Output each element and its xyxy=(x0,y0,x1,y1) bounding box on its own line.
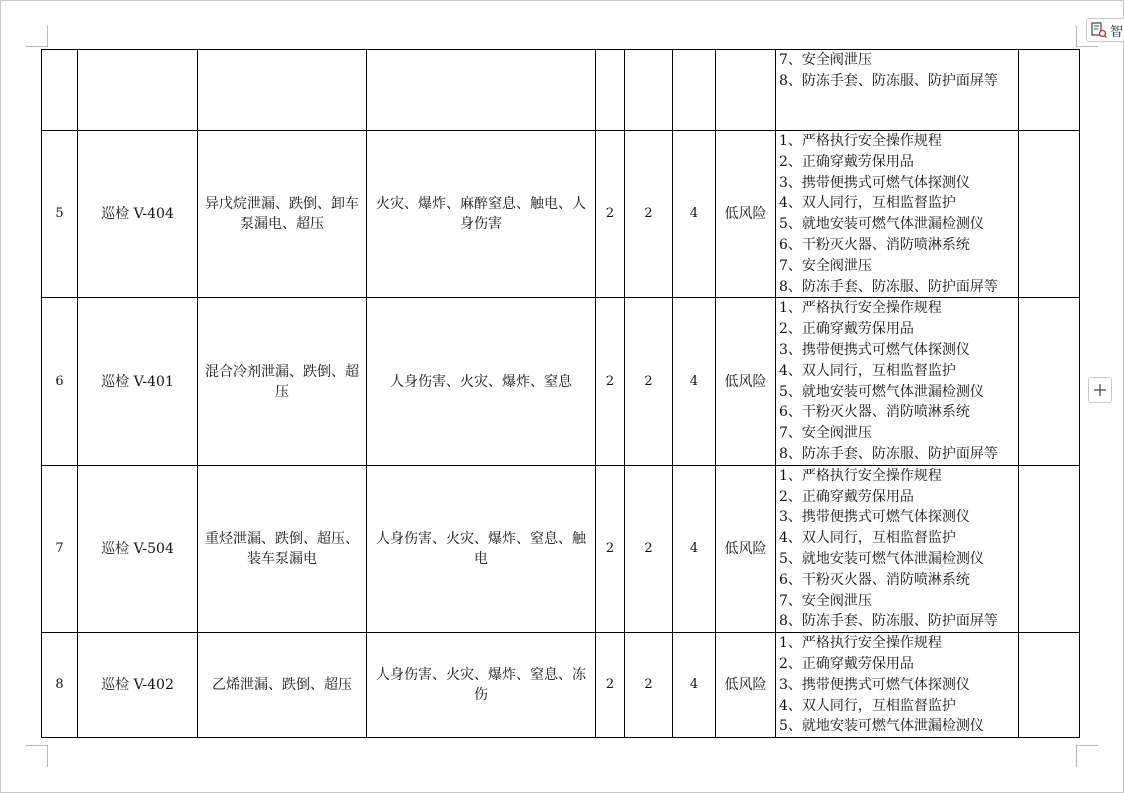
hazard-cell xyxy=(198,50,367,131)
remark-cell xyxy=(1019,298,1080,465)
likelihood-cell xyxy=(596,50,625,131)
risk-level-cell: 低风险 xyxy=(716,298,776,465)
task-cell: 巡检 V-401 xyxy=(78,298,198,465)
measure-line: 2、正确穿戴劳保用品 xyxy=(779,488,914,505)
measure-line: 2、正确穿戴劳保用品 xyxy=(779,321,914,338)
table-row xyxy=(42,131,1080,298)
severity-cell: 2 xyxy=(625,298,673,465)
measure-line: 7、安全阀泄压 xyxy=(779,592,872,609)
measure-line: 7、安全阀泄压 xyxy=(779,257,872,274)
measure-line: 6、干粉灭火器、消防喷淋系统 xyxy=(779,571,970,588)
table-row xyxy=(42,633,1080,738)
measures-cell xyxy=(776,298,1019,465)
plus-icon xyxy=(1093,383,1107,397)
severity-cell xyxy=(625,50,673,131)
measures-cell xyxy=(776,465,1019,632)
severity-cell: 2 xyxy=(625,465,673,632)
crop-mark-bottom-right-v xyxy=(1076,745,1077,767)
likelihood-cell: 2 xyxy=(596,633,625,738)
measures-cell xyxy=(776,633,1019,738)
smart-assistant-button[interactable] xyxy=(1086,18,1124,42)
measure-line: 8、防冻手套、防冻服、防护面屏等 xyxy=(779,72,998,89)
risk-value-cell xyxy=(673,50,716,131)
measures-cell xyxy=(776,131,1019,298)
task-cell: 巡检 V-402 xyxy=(78,633,198,738)
measure-line: 2、正确穿戴劳保用品 xyxy=(779,655,914,672)
measure-line: 8、防冻手套、防冻服、防护面屏等 xyxy=(779,278,998,295)
likelihood-cell: 2 xyxy=(596,298,625,465)
measure-line: 8、防冻手套、防冻服、防护面屏等 xyxy=(779,445,998,462)
severity-cell: 2 xyxy=(625,131,673,298)
smart-tool-icon xyxy=(1091,22,1107,38)
measure-line: 7、安全阀泄压 xyxy=(779,425,872,442)
measure-line: 3、携带便携式可燃气体探测仪 xyxy=(779,676,970,693)
remark-cell xyxy=(1019,465,1080,632)
measure-line: 4、双人同行，互相监督监护 xyxy=(779,195,956,212)
crop-mark-bottom-left-h xyxy=(26,745,48,746)
measure-line: 4、双人同行，互相监督监护 xyxy=(779,697,956,714)
crop-mark-top-left-v xyxy=(47,26,48,47)
measure-line: 1、严格执行安全操作规程 xyxy=(779,300,942,317)
measure-line: 7、安全阀泄压 xyxy=(779,52,872,68)
risk-value-cell: 4 xyxy=(673,633,716,738)
no-cell xyxy=(42,50,78,131)
risk-value-cell: 4 xyxy=(673,298,716,465)
risk-level-cell: 低风险 xyxy=(716,633,776,738)
consequence-cell: 火灾、爆炸、麻醉窒息、触电、人身伤害 xyxy=(367,131,596,298)
table-row xyxy=(42,298,1080,465)
consequence-cell: 人身伤害、火灾、爆炸、窒息、触电 xyxy=(367,465,596,632)
risk-value-cell: 4 xyxy=(673,465,716,632)
likelihood-cell: 2 xyxy=(596,131,625,298)
measure-line: 4、双人同行，互相监督监护 xyxy=(779,530,956,547)
smart-assistant-label: 智 xyxy=(1110,24,1124,40)
measure-line: 3、携带便携式可燃气体探测仪 xyxy=(779,341,970,358)
risk-level-cell: 低风险 xyxy=(716,131,776,298)
hazard-cell: 乙烯泄漏、跌倒、超压 xyxy=(198,633,367,738)
risk-value-cell: 4 xyxy=(673,131,716,298)
risk-assessment-table xyxy=(41,49,1080,738)
no-cell: 7 xyxy=(42,465,78,632)
severity-cell: 2 xyxy=(625,633,673,738)
measure-line: 1、严格执行安全操作规程 xyxy=(779,467,942,484)
measure-line: 6、干粉灭火器、消防喷淋系统 xyxy=(779,404,970,421)
measure-line: 5、就地安装可燃气体泄漏检测仪 xyxy=(779,383,984,400)
measure-line: 4、双人同行，互相监督监护 xyxy=(779,362,956,379)
crop-mark-top-right-v xyxy=(1076,26,1077,47)
measure-line: 2、正确穿戴劳保用品 xyxy=(779,153,914,170)
measure-line: 5、就地安装可燃气体泄漏检测仪 xyxy=(779,550,984,567)
add-button[interactable] xyxy=(1088,377,1112,403)
task-cell: 巡检 V-504 xyxy=(78,465,198,632)
measure-line: 5、就地安装可燃气体泄漏检测仪 xyxy=(779,216,984,233)
remark-cell xyxy=(1019,50,1080,131)
hazard-cell: 混合冷剂泄漏、跌倒、超压 xyxy=(198,298,367,465)
measure-line: 1、严格执行安全操作规程 xyxy=(779,133,942,149)
no-cell: 6 xyxy=(42,298,78,465)
measure-line: 3、携带便携式可燃气体探测仪 xyxy=(779,509,970,526)
hazard-cell: 异戊烷泄漏、跌倒、卸车泵漏电、超压 xyxy=(198,131,367,298)
measure-line: 6、干粉灭火器、消防喷淋系统 xyxy=(779,236,970,253)
no-cell: 5 xyxy=(42,131,78,298)
crop-mark-bottom-left-v xyxy=(47,745,48,767)
risk-level-cell xyxy=(716,50,776,131)
hazard-cell: 重烃泄漏、跌倒、超压、装车泵漏电 xyxy=(198,465,367,632)
measure-line: 8、防冻手套、防冻服、防护面屏等 xyxy=(779,613,998,630)
no-cell: 8 xyxy=(42,633,78,738)
task-cell xyxy=(78,50,198,131)
consequence-cell: 人身伤害、火灾、爆炸、窒息、冻伤 xyxy=(367,633,596,738)
table-row xyxy=(42,465,1080,632)
measure-line: 5、就地安装可燃气体泄漏检测仪 xyxy=(779,718,984,735)
remark-cell xyxy=(1019,131,1080,298)
crop-mark-top-left-h xyxy=(26,46,48,47)
consequence-cell: 人身伤害、火灾、爆炸、窒息 xyxy=(367,298,596,465)
table-row-partial xyxy=(42,50,1080,131)
risk-level-cell: 低风险 xyxy=(716,465,776,632)
crop-mark-top-right-h xyxy=(1076,46,1098,47)
measure-line: 1、严格执行安全操作规程 xyxy=(779,635,942,652)
crop-mark-bottom-right-h xyxy=(1076,745,1098,746)
measure-line: 3、携带便携式可燃气体探测仪 xyxy=(779,174,970,191)
remark-cell xyxy=(1019,633,1080,738)
task-cell: 巡检 V-404 xyxy=(78,131,198,298)
likelihood-cell: 2 xyxy=(596,465,625,632)
measures-cell xyxy=(776,50,1019,131)
consequence-cell xyxy=(367,50,596,131)
